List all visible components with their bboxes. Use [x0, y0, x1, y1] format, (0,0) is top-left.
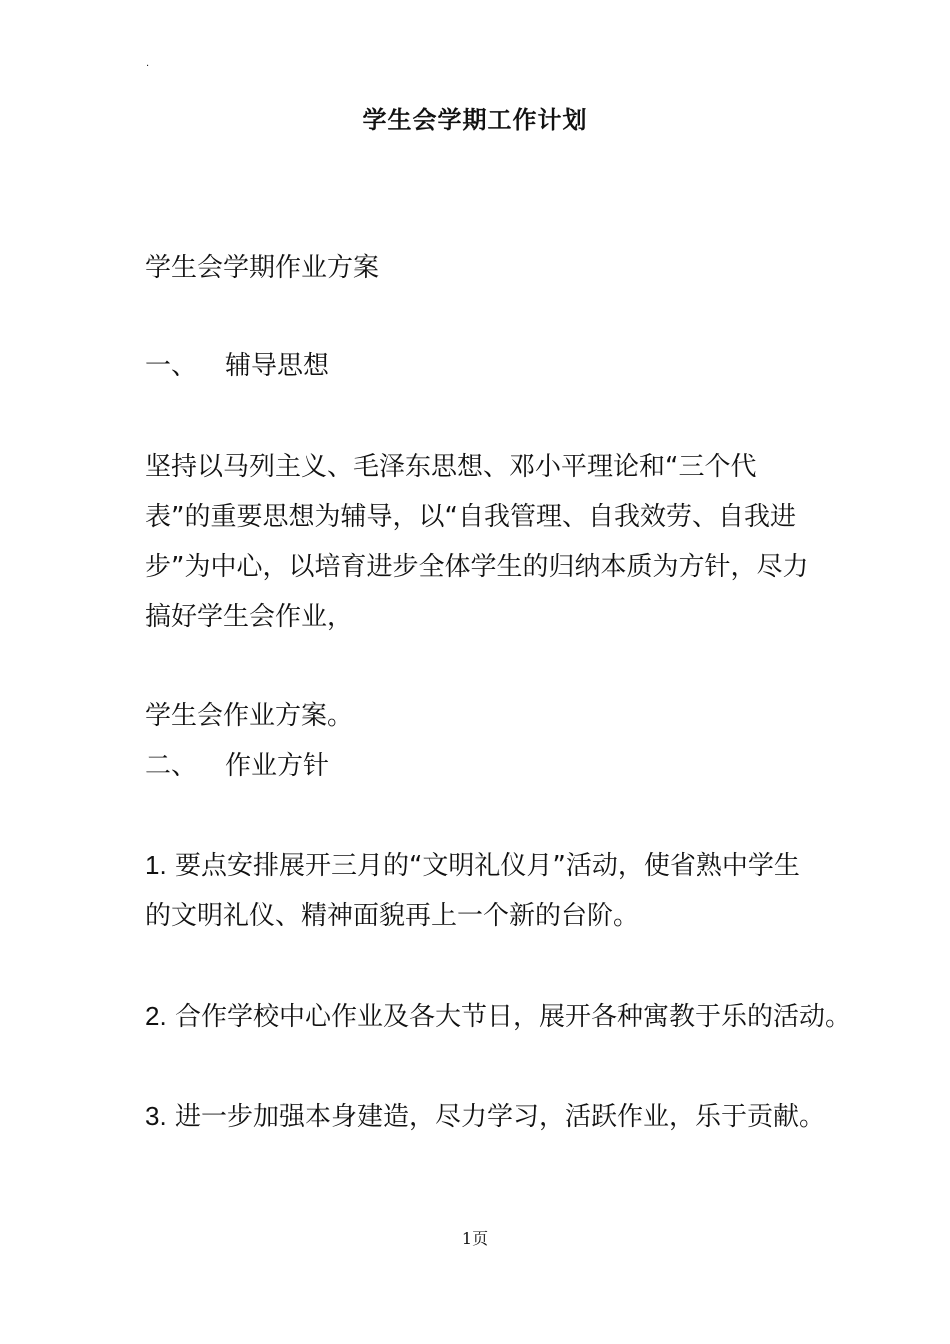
- list-item-number: 2.: [145, 1001, 167, 1031]
- list-item-number: 3.: [145, 1101, 167, 1131]
- list-item-text: 合作学校中心作业及各大节日，展开各种寓教于乐的活动。: [174, 1002, 851, 1032]
- list-item-number: 1.: [145, 850, 167, 880]
- list-item-text: 要点安排展开三月的“文明礼仪月”活动，使省熟中学生的文明礼仪、精神面貌再上一个新的台阶。: [145, 851, 800, 931]
- section-paragraph-1: 坚持以马列主义、毛泽东思想、邓小平理论和“三个代表”的重要思想为辅导，以“自我管理、自我效劳、自我进步”为中心，以培育进步全体学生的归纳本质为方针，尽力搞好学生会作业，: [145, 452, 809, 632]
- section-heading-2: [145, 746, 329, 786]
- section-title-1: 辅导思想: [225, 351, 330, 381]
- document-subtitle: 学生会学期作业方案: [145, 253, 380, 283]
- section-number-2: 二、: [145, 751, 198, 781]
- header-mark: .: [146, 58, 150, 69]
- list-item: [145, 1096, 825, 1137]
- section-heading-1: [145, 346, 329, 386]
- list-item-text: 进一步加强本身建造，尽力学习，活跃作业，乐于贡献。: [174, 1102, 825, 1132]
- closing-line: 学生会作业方案。: [145, 701, 354, 731]
- list-item: [145, 996, 851, 1037]
- section-title-2: 作业方针: [225, 751, 330, 781]
- page-number: 1页: [461, 1229, 489, 1248]
- section-number-1: 一、: [145, 351, 198, 381]
- page-title: 学生会学期工作计划: [362, 106, 588, 134]
- list-item: [145, 840, 810, 941]
